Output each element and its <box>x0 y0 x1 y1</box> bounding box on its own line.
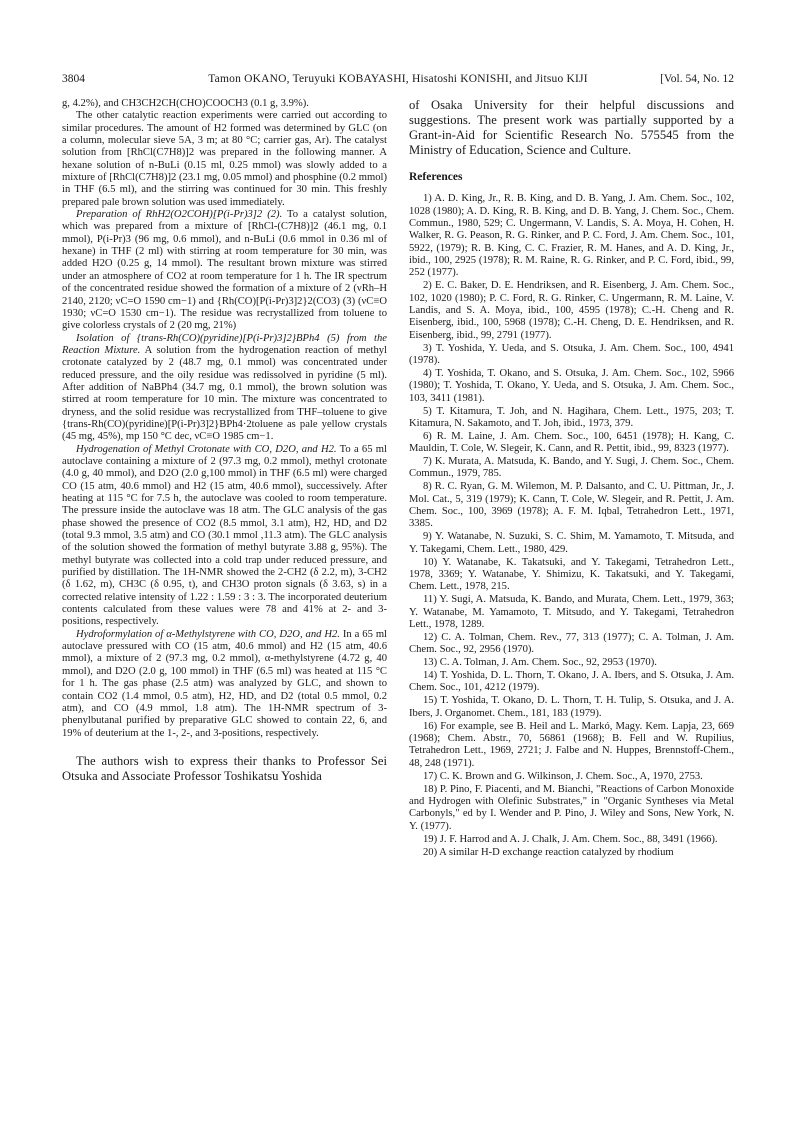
reference-item: 15) T. Yoshida, T. Okano, D. L. Thorn, T. H. Tulip, S. Otsuka, and J. A. Ibers, J. Organomet. Chem., 181, 183 (1979). <box>409 695 734 719</box>
references-heading: References <box>409 171 463 183</box>
section-title: Isolation of {trans-Rh(CO)(pyridine)[P(i-Pr)3]2}BPh4 (5) from the Reaction Mixture. <box>62 332 387 356</box>
reference-item: 3) T. Yoshida, Y. Ueda, and S. Otsuka, J. Am. Chem. Soc., 100, 4941 (1978). <box>409 342 734 366</box>
reference-item: 20) A similar H-D exchange reaction catalyzed by rhodium <box>423 846 674 858</box>
reference-item: 19) J. F. Harrod and A. J. Chalk, J. Am. Chem. Soc., 88, 3491 (1966). <box>423 833 718 845</box>
reference-item: 12) C. A. Tolman, Chem. Rev., 77, 313 (1977); C. A. Tolman, J. Am. Chem. Soc., 92, 2956 (1970). <box>409 631 734 656</box>
running-authors: Tamon OKANO, Teruyuki KOBAYASHI, Hisatoshi KONISHI, and Jitsuo KIJI <box>208 73 588 85</box>
paragraph <box>62 209 387 332</box>
page-header <box>62 70 734 88</box>
section-title: Hydroformylation of α-Methylstyrene with CO, D2O, and H2. <box>76 628 340 640</box>
reference-item: 8) R. C. Ryan, G. M. Wilemon, M. P. Dalsanto, and C. U. Pittman, Jr., J. Mol. Cat., 5, 319 (1979); K. Cann, T. Cole, W. Slegeir, and R. Pettit, J. Am. Chem. Soc., 100, 3969 (1978); A. F. M. Iqbal, Tetrahedron Lett., 1971, 3385. <box>409 481 734 530</box>
reference-item: 1) A. D. King, Jr., R. B. King, and D. B. Yang, J. Am. Chem. Soc., 102, 1028 (1980); A. D. King, R. B. King, and D. B. Yang, J. Chem. Soc., Chem. Commun., 1980, 529; C. Ungermann, V. Landis, S. A. Moya, H. Cohen, H. Walker, R. G. Peason, R. G. Rinker, and P. C. Ford, J. Am. Chem. Soc., 101, 5922, (1979); R. B. King, C. C. Frazier, R. M. Hanes, and A. D. King, Jr., ibid., 100, 2925 (1978); R. M. Raine, R. G. Rinker, and P. C. Ford, ibid., 99, 252 (1977). <box>409 193 734 279</box>
paragraph <box>62 444 387 629</box>
reference-item: 7) K. Murata, A. Matsuda, K. Bando, and Y. Sugi, J. Chem. Soc., Chem. Commun., 1979, 785. <box>409 456 734 480</box>
acknowledgment-continued: of Osaka University for their helpful discussions and suggestions. The present work was partially supported by a Grant-in-Aid for Scientific Research No. 575545 from the Ministry of Education, Science and Culture. <box>409 98 734 157</box>
paragraph <box>62 629 387 740</box>
section-body: A solution from the hydrogenation reaction of methyl crotonate catalyzed by 2 (48.7 mg, 0.1 mmol) was concentrated under reduced pressure, and the oily residue was redissolved in pyridine (5 ml). After addition of NaBPh4 (34.7 mg, 0.1 mmol), the brown solution was stirred at room temperature for 10 min. The mixture was concentrated to dryness, and the solid residue was recrystallized from THF–toluene to give {trans-Rh(CO)(pyridine)[P(i-Pr)3]2}BPh4·2toluene as pale yellow crystals (45 mg, 45%), mp 150 °C dec, νC≡O 1985 cm−1. <box>62 344 388 443</box>
reference-item: 6) R. M. Laine, J. Am. Chem. Soc., 100, 6451 (1978); H. Kang, C. Mauldin, T. Cole, W. Slegeir, K. Cann, and R. Pettit, ibid., 99, 8323 (1977). <box>409 430 734 455</box>
section-body: In a 65 ml autoclave pressured with CO (15 atm, 40.6 mmol) and H2 (15 atm, 40.6 mmol), a mixture of 2 (97.3 mg, 0.2 mmol), α-methylstyrene (4.72 g, 40 mmol), and D2O (2.0 g, 100 mmol) in THF (6.5 ml) was heated at 115 °C for 1 h. The gas phase (2.5 atm) was analyzed by GLC, and shown to contain CO2 (1.4 mmol, 0.5 atm), H2, HD, and D2 (total 0.5 mmol, 0.2 atm), and CO (4.9 mmol, 1.8 atm). The 1H-NMR spectrum of 3-phenylbutanal purified by preparative GLC showed to contain 22, 6, and 19% of deuterium at the 1-, 2-, and 3-positions, respectively. <box>62 628 387 739</box>
reference-item: 4) T. Yoshida, T. Okano, and S. Otsuka, J. Am. Chem. Soc., 102, 5966 (1980); T. Yoshida, T. Okano, Y. Ueda, and S. Otsuka, J. Am. Chem. Soc., 103, 3411 (1981). <box>409 367 734 404</box>
paragraph: The other catalytic reaction experiments were carried out according to similar procedures. The amount of H2 formed was determined by GLC (on a column, molecular sieve 5A, 3 m; at 80 °C; carrier gas, Ar). The catalyst solution from [RhCl(C7H8)]2 was prepared in the following manner. A hexane solution of n-BuLi (0.15 ml, 0.25 mmol) was slowly added to a mixture of [RhCl(C7H8)]2 (23.1 mg, 0.05 mmol) and phosphine (0.2 mmol) in THF (6.5 ml), and the stirring was continued for 30 min. This freshly prepared pale brown solution was used immediately. <box>62 110 387 208</box>
section-title: Hydrogenation of Methyl Crotonate with CO, D2O, and H2. <box>76 443 337 455</box>
right-column <box>409 98 734 859</box>
reference-list <box>409 193 734 859</box>
reference-item: 13) C. A. Tolman, J. Am. Chem. Soc., 92, 2953 (1970). <box>423 657 657 669</box>
volume-info: [Vol. 54, No. 12 <box>660 73 734 85</box>
reference-item: 14) T. Yoshida, D. L. Thorn, T. Okano, J. A. Ibers, and S. Otsuka, J. Am. Chem. Soc., 101, 4212 (1979). <box>409 670 734 694</box>
paragraph: g, 4.2%), and CH3CH2CH(CHO)COOCH3 (0.1 g, 3.9%). <box>62 98 309 109</box>
reference-item: 2) E. C. Baker, D. E. Hendriksen, and R. Eisenberg, J. Am. Chem. Soc., 102, 1020 (1980); P. C. Ford, R. G. Rinker, C. Ungermann, R. M. Laine, V. Landis, and S. A. Moya, ibid., 100, 4595 (1978); C.-H. Cheng and R. Eisenberg, ibid., 100, 5968 (1978); C.-H. Cheng, D. E. Hendriksen, and R. Eisenberg, ibid., 99, 2791 (1977). <box>409 280 734 341</box>
section-body: To a catalyst solution, which was prepared from a mixture of [RhCl-(C7H8)]2 (46.1 mg, 0.1 mmol), P(i-Pr)3 (96 mg, 0.6 mmol), and n-BuLi (0.6 mmol in 0.36 ml of hexane) in THF (2 ml) with stirring at room temperature for 30 min, was added H2O (0.25 g, 14 mmol). The resultant brown mixture was stirred under an atmosphere of CO2 at room temperature for 1 h. The IR spectrum of the concentrated residue showed the formation of a mixture of 2 (νRh–H 2140, 2120; νC=O 1590 cm−1) and {Rh(CO)[P(i-Pr)3]2}2(CO3) (3) (νC≡O 1930; νC=O 1530 cm−1). The residue was recrystallized from toluene to give colorless crystals of 2 (20 mg, 21%) <box>62 209 387 332</box>
left-column <box>62 98 387 784</box>
paragraph <box>62 333 387 444</box>
reference-item: 9) Y. Watanabe, N. Suzuki, S. C. Shim, M. Yamamoto, T. Mitsuda, and Y. Takegami, Chem. Lett., 1980, 429. <box>409 531 734 555</box>
reference-item: 18) P. Pino, F. Piacenti, and M. Bianchi, "Reactions of Carbon Monoxide and Hydrogen with Olefinic Substrates," in "Organic Syntheses via Metal Carbonyls," ed by I. Wender and P. Pino, J. Wiley and Sons, New York, N. Y. (1977). <box>409 783 734 832</box>
section-title: Preparation of RhH2(O2COH)[P(i-Pr)3]2 (2). <box>76 209 283 221</box>
reference-item: 16) For example, see B. Heil and L. Markó, Magy. Kem. Lapja, 23, 669 (1968); Chem. Abstr., 70, 56861 (1968); B. Fell and W. Rupilius, Tetrahedron Lett., 1969, 2721; J. Falbe and N. Huppes, Brennstoff-Chem., 48, 248 (1971). <box>409 720 734 769</box>
reference-item: 5) T. Kitamura, T. Joh, and N. Hagihara, Chem. Lett., 1975, 203; T. Kitamura, N. Sakamoto, and T. Joh, ibid., 1973, 379. <box>409 405 734 429</box>
section-body: To a 65 ml autoclave containing a mixture of 2 (97.3 mg, 0.2 mmol), methyl crotonate (4.0 g, 40 mmol), and D2O (2.0 g,100 mmol) in THF (6.5 ml) were charged CO (15 atm, 40.6 mmol) and H2 (15 atm, 40.6 mmol), successively. After heating at 115 °C for 7.5 h, the autoclave was cooled to room temperature. The pressure inside the autoclave was 18 atm. The GLC analysis of the gas phase showed the presence of CO2 (8.5 mmol, 3.1 atm), H2, HD, and D2 (total 9.3 mmol, 3.5 atm) and CO (30.1 mmol ,11.3 atm). The GLC analysis of the solution showed the formation of methyl butyrate 3.88 g, 95%). The methyl butyrate was collected into a cold trap under reduced pressure, and purified by distillation. The 1H-NMR showed the 2-CH2 (δ 2.2, m), 3-CH2 (δ 1.62, m), CH3C (δ 0.95, t), and CH3O proton signals (δ 3.63, s) in a corrected relative intensity of 1.22 : 1.59 : 3 : 3. The incorporated deuterium contents calculated from these values were 78 and 41% at 2- and 3-positions, respectively. <box>62 443 387 628</box>
reference-item: 11) Y. Sugi, A. Matsuda, K. Bando, and Murata, Chem. Lett., 1979, 363; Y. Watanabe, M. Yamamoto, T. Mitsudo, and Y. Takegami, Tetrahedron Lett., 1978, 1289. <box>409 594 734 630</box>
page-number: 3804 <box>62 73 85 85</box>
acknowledgment-start: The authors wish to express their thanks to Professor Sei Otsuka and Associate Professor Toshikatsu Yoshida <box>62 753 387 783</box>
reference-item: 17) C. K. Brown and G. Wilkinson, J. Chem. Soc., A, 1970, 2753. <box>423 770 703 782</box>
reference-item: 10) Y. Watanabe, K. Takatsuki, and Y. Takegami, Tetrahedron Lett., 1978, 3369; Y. Watanabe, Y. Shimizu, K. Takatsuki, and Y. Takegami, Chem. Lett., 1978, 215. <box>409 556 734 593</box>
